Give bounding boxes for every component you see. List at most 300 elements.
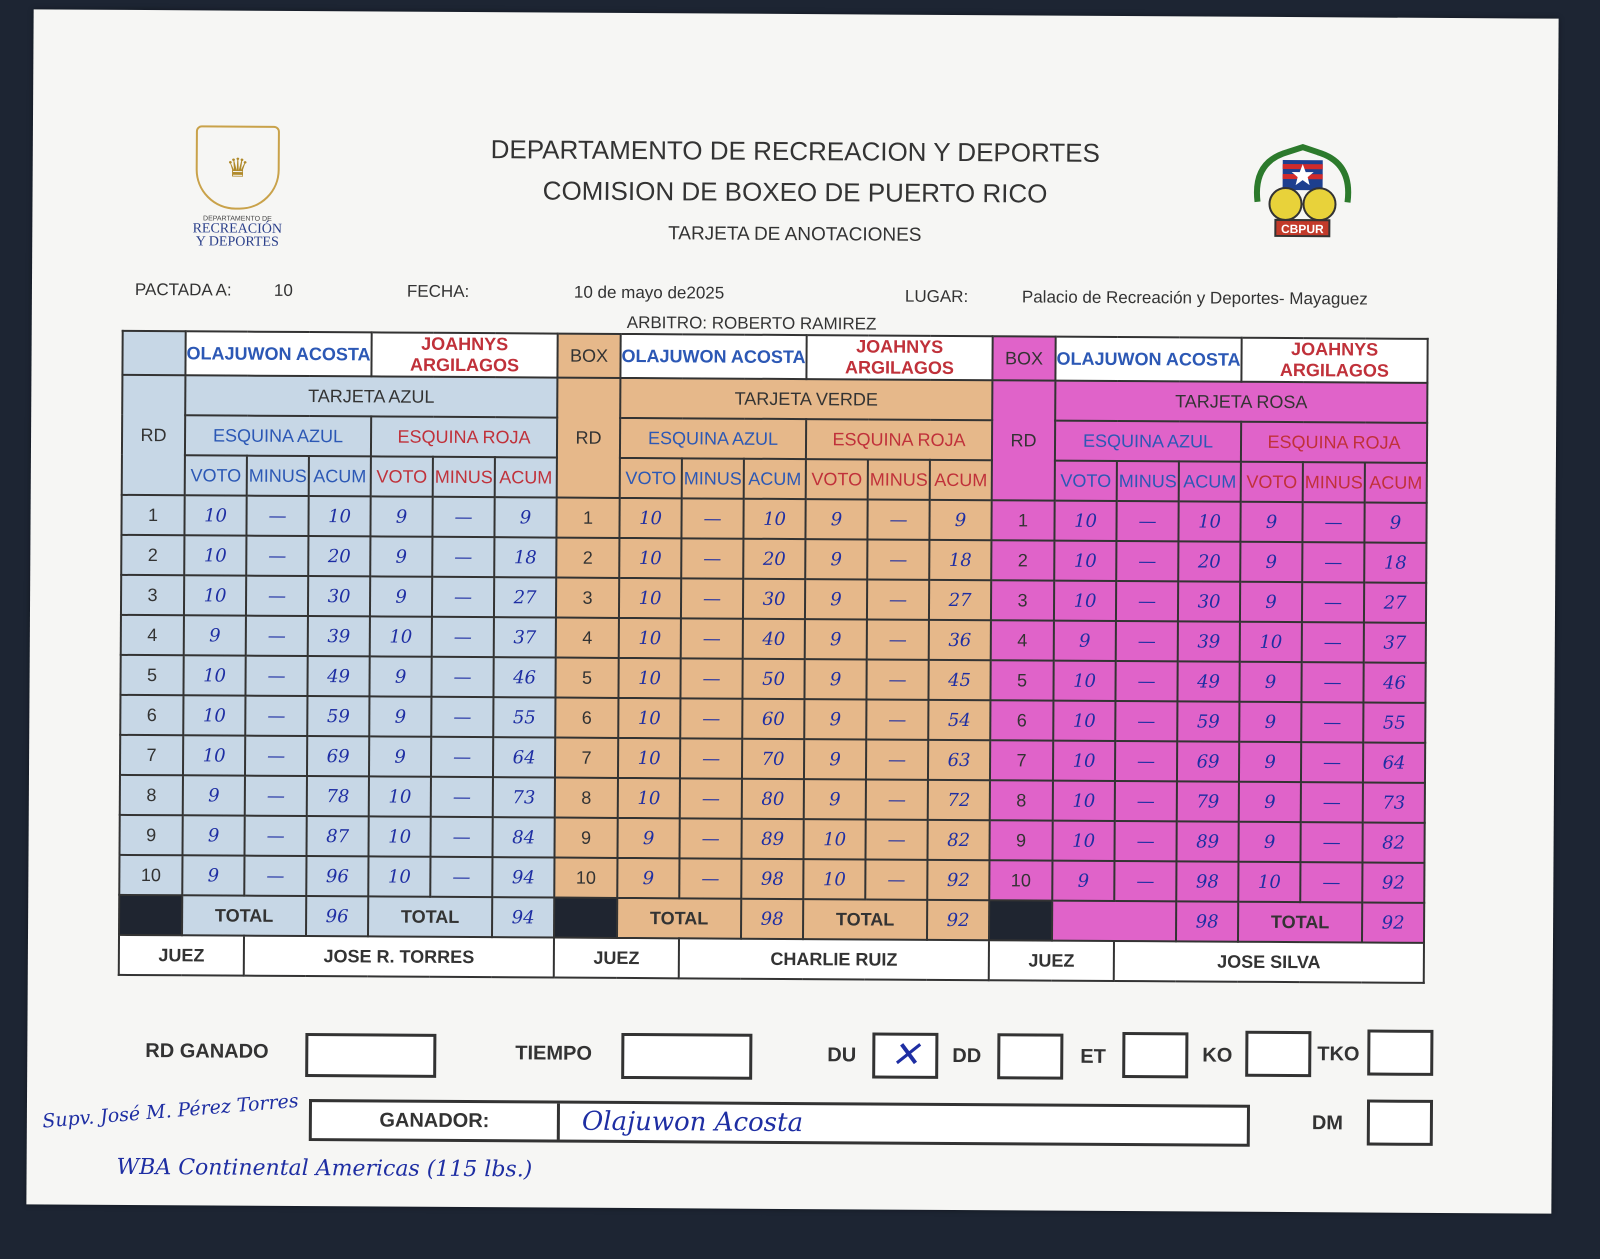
judge-name: JOSE R. TORRES xyxy=(244,936,554,978)
subhdr-blue-minus: MINUS xyxy=(247,456,309,496)
round-number: 3 xyxy=(121,575,184,615)
total-red: 94 xyxy=(492,897,554,937)
et-checkbox[interactable] xyxy=(1122,1032,1188,1078)
red-minus: — xyxy=(865,819,927,859)
round-number: 8 xyxy=(990,780,1053,820)
total-label-blue: TOTAL xyxy=(182,895,306,936)
tko-label: TKO xyxy=(1317,1043,1360,1066)
total-blank xyxy=(554,898,617,938)
red-voto: 9 xyxy=(1240,582,1302,622)
red-acum: 46 xyxy=(1363,662,1425,702)
red-acum: 55 xyxy=(1363,702,1425,742)
total-blue: 98 xyxy=(741,899,803,939)
title-note: WBA Continental Americas (115 lbs.) xyxy=(116,1154,533,1183)
red-voto: 10 xyxy=(368,816,430,856)
red-acum: 9 xyxy=(1364,502,1426,542)
fighter-blue-name: OLAJUWON ACOSTA xyxy=(620,334,806,379)
subhdr-red-minus: MINUS xyxy=(1303,462,1365,502)
blue-voto: 9 xyxy=(184,615,246,655)
red-acum: 73 xyxy=(1363,782,1425,822)
red-acum: 55 xyxy=(493,697,555,737)
blue-voto: 10 xyxy=(1052,821,1114,861)
blue-voto: 10 xyxy=(184,535,246,575)
dd-checkbox[interactable] xyxy=(997,1033,1063,1079)
fighter-names-row xyxy=(122,331,1427,383)
dm-label: DM xyxy=(1311,1112,1344,1135)
fighter-red-name: JOAHNYS ARGILAGOS xyxy=(806,335,992,380)
round-number: 10 xyxy=(989,860,1052,900)
score-table xyxy=(118,330,1429,984)
judge-label: JUEZ xyxy=(554,938,679,979)
red-acum: 18 xyxy=(929,540,991,580)
subhdr-blue-acum: ACUM xyxy=(1179,461,1241,501)
red-minus: — xyxy=(1302,582,1364,622)
blue-voto: 9 xyxy=(1052,861,1114,901)
du-label: DU xyxy=(827,1044,857,1067)
red-voto: 9 xyxy=(369,656,431,696)
red-voto: 9 xyxy=(804,699,866,739)
red-minus: — xyxy=(1302,622,1364,662)
subhdr-red-acum: ACUM xyxy=(930,460,992,500)
red-minus: — xyxy=(866,779,928,819)
red-minus: — xyxy=(432,617,494,657)
dd-label: DD xyxy=(952,1044,982,1068)
red-minus: — xyxy=(1301,782,1363,822)
lugar-label: LUGAR: xyxy=(904,286,969,307)
blue-minus: — xyxy=(245,696,307,736)
blue-acum: 20 xyxy=(1178,541,1240,581)
corner-red: ESQUINA ROJA xyxy=(806,419,992,460)
blue-voto: 9 xyxy=(182,855,244,895)
blue-minus: — xyxy=(680,778,742,818)
red-acum: 18 xyxy=(494,537,556,577)
subhdr-blue-voto: VOTO xyxy=(620,458,682,498)
red-minus: — xyxy=(867,499,929,539)
subhdr-red-voto: VOTO xyxy=(806,459,868,499)
blue-acum: 98 xyxy=(741,859,803,899)
red-minus: — xyxy=(866,659,928,699)
blue-acum: 59 xyxy=(1177,701,1239,741)
red-acum: 64 xyxy=(493,737,555,777)
total-red: 92 xyxy=(1362,902,1424,942)
red-voto: 10 xyxy=(368,856,430,896)
judge-name: JOSE SILVA xyxy=(1114,941,1424,983)
tko-checkbox[interactable] xyxy=(1367,1030,1433,1076)
logo-text-1: RECREACIÓN xyxy=(192,221,283,237)
red-voto: 9 xyxy=(805,579,867,619)
round-number: 6 xyxy=(555,698,618,738)
rd-ganado-box[interactable] xyxy=(305,1033,436,1078)
rd-ganado-label: RD GANADO xyxy=(145,1040,269,1063)
blue-acum: 10 xyxy=(743,499,805,539)
round-number: 1 xyxy=(121,495,184,535)
blue-acum: 10 xyxy=(1178,501,1240,541)
blue-minus: — xyxy=(246,496,308,536)
blue-minus: — xyxy=(246,536,308,576)
red-acum: 54 xyxy=(928,700,990,740)
subhdr-blue-voto: VOTO xyxy=(1055,461,1117,501)
red-minus: — xyxy=(1301,662,1363,702)
et-label: ET xyxy=(1080,1045,1106,1068)
red-voto: 10 xyxy=(803,859,865,899)
round-number: 4 xyxy=(121,615,184,655)
ko-label: KO xyxy=(1202,1044,1233,1067)
red-acum: 84 xyxy=(492,817,554,857)
red-voto: 10 xyxy=(370,616,432,656)
red-voto: 9 xyxy=(1239,742,1301,782)
total-blank xyxy=(989,900,1052,940)
fecha-label: FECHA: xyxy=(406,281,470,302)
red-voto: 9 xyxy=(1240,542,1302,582)
subhdr-blue-minus: MINUS xyxy=(682,458,744,498)
blue-voto: 10 xyxy=(1054,581,1116,621)
blue-minus: — xyxy=(245,656,307,696)
rd-header: RD xyxy=(122,375,186,495)
blue-acum: 69 xyxy=(1177,741,1239,781)
fighter-blue-name: OLAJUWON ACOSTA xyxy=(185,331,371,376)
blue-voto: 10 xyxy=(1053,741,1115,781)
total-blue: 98 xyxy=(1176,901,1238,941)
round-number: 1 xyxy=(556,498,619,538)
red-voto: 9 xyxy=(804,659,866,699)
red-voto: 9 xyxy=(370,536,432,576)
round-number: 5 xyxy=(555,658,618,698)
red-acum: 27 xyxy=(929,580,991,620)
red-minus: — xyxy=(1301,702,1363,742)
red-acum: 92 xyxy=(1362,862,1424,902)
subhdr-red-voto: VOTO xyxy=(1241,462,1303,502)
red-acum: 64 xyxy=(1363,742,1425,782)
blue-voto: 10 xyxy=(618,738,680,778)
red-acum: 72 xyxy=(928,780,990,820)
red-acum: 9 xyxy=(929,500,991,540)
round-number: 6 xyxy=(120,695,183,735)
corner-red: ESQUINA ROJA xyxy=(1241,422,1427,463)
red-minus: — xyxy=(430,817,492,857)
blue-minus: — xyxy=(1115,781,1177,821)
scorecard-sheet xyxy=(26,9,1558,1213)
red-acum: 18 xyxy=(1364,542,1426,582)
blue-acum: 49 xyxy=(1177,661,1239,701)
blue-voto: 10 xyxy=(1053,781,1115,821)
round-number: 5 xyxy=(120,655,183,695)
blue-voto: 10 xyxy=(183,655,245,695)
blue-minus: — xyxy=(679,818,741,858)
red-voto: 9 xyxy=(369,736,431,776)
blue-minus: — xyxy=(1116,541,1178,581)
blue-minus: — xyxy=(246,576,308,616)
subhdr-red-acum: ACUM xyxy=(1365,462,1427,502)
blue-acum: 39 xyxy=(1178,621,1240,661)
red-acum: 27 xyxy=(494,577,556,617)
blue-voto: 10 xyxy=(1053,661,1115,701)
red-minus: — xyxy=(432,497,494,537)
blue-minus: — xyxy=(681,498,743,538)
total-blue: 96 xyxy=(306,896,368,936)
red-voto: 10 xyxy=(369,776,431,816)
red-minus: — xyxy=(432,577,494,617)
red-minus: — xyxy=(431,737,493,777)
blue-minus: — xyxy=(244,816,306,856)
corner-blue: ESQUINA AZUL xyxy=(185,415,371,456)
red-acum: 92 xyxy=(927,860,989,900)
red-voto: 10 xyxy=(803,819,865,859)
red-voto: 9 xyxy=(370,576,432,616)
supervisor-signature: Supv. José M. Pérez Torres xyxy=(41,1089,300,1133)
blue-voto: 10 xyxy=(619,618,681,658)
red-acum: 37 xyxy=(1364,622,1426,662)
red-acum: 36 xyxy=(929,620,991,660)
red-voto: 9 xyxy=(1240,502,1302,542)
red-voto: 9 xyxy=(1238,822,1300,862)
blue-minus: — xyxy=(680,738,742,778)
round-number: 2 xyxy=(991,540,1054,580)
red-voto: 9 xyxy=(1239,662,1301,702)
subhdr-red-minus: MINUS xyxy=(868,459,930,499)
box-label: BOX xyxy=(992,336,1055,380)
header-line-2: COMISION DE BOXEO DE PUERTO RICO xyxy=(542,175,1048,209)
blue-voto: 9 xyxy=(1054,621,1116,661)
blue-acum: 87 xyxy=(306,816,368,856)
blue-voto: 10 xyxy=(619,578,681,618)
blue-acum: 40 xyxy=(743,619,805,659)
red-minus: — xyxy=(867,579,929,619)
rd-header: RD xyxy=(557,378,621,498)
total-label-red: TOTAL xyxy=(803,899,927,940)
red-acum: 82 xyxy=(927,820,989,860)
blue-acum: 20 xyxy=(743,539,805,579)
red-minus: — xyxy=(866,739,928,779)
red-minus: — xyxy=(432,537,494,577)
rd-header: RD xyxy=(992,380,1056,500)
blue-voto: 9 xyxy=(617,858,679,898)
red-minus: — xyxy=(1300,862,1362,902)
red-minus: — xyxy=(430,857,492,897)
blue-acum: 50 xyxy=(742,659,804,699)
blue-minus: — xyxy=(681,618,743,658)
blue-acum: 60 xyxy=(742,699,804,739)
logo-text-2: Y DEPORTES xyxy=(195,234,279,250)
red-acum: 46 xyxy=(493,657,555,697)
red-voto: 10 xyxy=(1240,622,1302,662)
red-acum: 45 xyxy=(928,660,990,700)
red-acum: 63 xyxy=(928,740,990,780)
round-number: 4 xyxy=(556,618,619,658)
red-acum: 37 xyxy=(494,617,556,657)
tiempo-label: TIEMPO xyxy=(515,1042,593,1065)
blue-voto: 9 xyxy=(183,775,245,815)
judge-label: JUEZ xyxy=(119,935,244,976)
blue-acum: 98 xyxy=(1176,861,1238,901)
blue-acum: 78 xyxy=(307,776,369,816)
ganador-value: Olajuwon Acosta xyxy=(581,1106,804,1139)
box-label: BOX xyxy=(557,334,620,378)
header-line-3: TARJETA DE ANOTACIONES xyxy=(668,223,922,246)
crown-crest-icon: ♛ xyxy=(195,125,280,210)
corner-blue: ESQUINA AZUL xyxy=(620,418,806,459)
fighter-red-name: JOAHNYS ARGILAGOS xyxy=(371,332,557,377)
blue-minus: — xyxy=(1114,861,1176,901)
blue-acum: 59 xyxy=(307,696,369,736)
fighter-red-name: JOAHNYS ARGILAGOS xyxy=(1241,338,1427,383)
blue-minus: — xyxy=(245,736,307,776)
blue-minus: — xyxy=(245,776,307,816)
round-number: 8 xyxy=(555,778,618,818)
blue-voto: 10 xyxy=(1054,541,1116,581)
red-voto: 9 xyxy=(370,496,432,536)
red-minus: — xyxy=(865,859,927,899)
blue-acum: 49 xyxy=(307,656,369,696)
blue-minus: — xyxy=(1114,821,1176,861)
blue-voto: 10 xyxy=(618,778,680,818)
subhdr-blue-acum: ACUM xyxy=(309,456,371,496)
round-number: 9 xyxy=(120,815,183,855)
round-number: 7 xyxy=(990,740,1053,780)
red-minus: — xyxy=(867,539,929,579)
card-title: TARJETA ROSA xyxy=(1055,381,1427,423)
red-acum: 9 xyxy=(494,497,556,537)
blue-acum: 89 xyxy=(741,819,803,859)
blue-acum: 20 xyxy=(308,536,370,576)
blue-acum: 70 xyxy=(742,739,804,779)
blue-voto: 10 xyxy=(619,498,681,538)
corner-blank xyxy=(122,331,185,375)
round-number: 2 xyxy=(121,535,184,575)
total-label-red: TOTAL xyxy=(368,896,492,937)
total-label-red: TOTAL xyxy=(1238,902,1362,943)
lugar-value: Palacio de Recreación y Deportes- Mayaguez xyxy=(1021,287,1368,309)
blue-minus: — xyxy=(681,578,743,618)
ganador-field[interactable] xyxy=(309,1099,1250,1147)
round-number: 9 xyxy=(554,818,617,858)
total-blank-blue xyxy=(1052,901,1176,942)
blue-minus: — xyxy=(681,538,743,578)
round-number: 7 xyxy=(120,735,183,775)
red-minus: — xyxy=(866,699,928,739)
red-minus: — xyxy=(1301,742,1363,782)
red-voto: 9 xyxy=(804,739,866,779)
round-number: 1 xyxy=(991,500,1054,540)
round-number: 9 xyxy=(989,820,1052,860)
red-acum: 94 xyxy=(492,857,554,897)
total-label-blue: TOTAL xyxy=(617,898,741,939)
blue-acum: 30 xyxy=(743,579,805,619)
blue-acum: 96 xyxy=(306,856,368,896)
blue-minus: — xyxy=(1116,501,1178,541)
blue-minus: — xyxy=(1115,701,1177,741)
round-number: 4 xyxy=(991,620,1054,660)
red-voto: 9 xyxy=(805,539,867,579)
blue-acum: 79 xyxy=(1177,781,1239,821)
round-number: 7 xyxy=(555,738,618,778)
blue-minus: — xyxy=(246,616,308,656)
red-voto: 9 xyxy=(804,779,866,819)
red-acum: 82 xyxy=(1362,822,1424,862)
blue-voto: 10 xyxy=(184,575,246,615)
blue-voto: 10 xyxy=(184,495,246,535)
blue-minus: — xyxy=(680,698,742,738)
ganador-label: GANADOR: xyxy=(312,1102,560,1140)
arbitro: ARBITRO: ROBERTO RAMIREZ xyxy=(626,312,877,334)
blue-acum: 30 xyxy=(308,576,370,616)
red-voto: 10 xyxy=(1238,862,1300,902)
blue-voto: 9 xyxy=(182,815,244,855)
pactada-value: 10 xyxy=(273,280,293,300)
ko-checkbox[interactable] xyxy=(1245,1031,1311,1077)
blue-acum: 80 xyxy=(742,779,804,819)
red-voto: 9 xyxy=(805,619,867,659)
round-number: 2 xyxy=(556,538,619,578)
red-voto: 9 xyxy=(805,499,867,539)
blue-minus: — xyxy=(1116,621,1178,661)
red-voto: 9 xyxy=(369,696,431,736)
blue-voto: 9 xyxy=(617,818,679,858)
subhdr-red-acum: ACUM xyxy=(495,457,557,497)
round-number: 6 xyxy=(990,700,1053,740)
fighter-blue-name: OLAJUWON ACOSTA xyxy=(1055,337,1241,382)
round-number: 5 xyxy=(990,660,1053,700)
red-acum: 27 xyxy=(1364,582,1426,622)
judge-row xyxy=(119,935,1424,983)
red-acum: 73 xyxy=(493,777,555,817)
blue-minus: — xyxy=(244,856,306,896)
tiempo-box[interactable] xyxy=(621,1033,752,1080)
blue-acum: 10 xyxy=(308,496,370,536)
red-minus: — xyxy=(1302,542,1364,582)
corner-red: ESQUINA ROJA xyxy=(371,416,557,457)
blue-minus: — xyxy=(1115,741,1177,781)
blue-voto: 10 xyxy=(618,698,680,738)
blue-voto: 10 xyxy=(1053,701,1115,741)
header-line-1: DEPARTAMENTO DE RECREACION Y DEPORTES xyxy=(490,134,1101,168)
total-blank xyxy=(119,895,182,935)
card-title: TARJETA VERDE xyxy=(620,378,992,420)
subhdr-blue-voto: VOTO xyxy=(185,455,247,495)
round-number: 10 xyxy=(554,858,617,898)
blue-acum: 30 xyxy=(1178,581,1240,621)
round-number: 3 xyxy=(556,578,619,618)
red-voto: 9 xyxy=(1239,782,1301,822)
corner-blue: ESQUINA AZUL xyxy=(1055,421,1241,462)
blue-acum: 39 xyxy=(308,616,370,656)
round-number: 10 xyxy=(119,855,182,895)
judge-name: CHARLIE RUIZ xyxy=(679,938,989,980)
round-number: 3 xyxy=(991,580,1054,620)
blue-voto: 10 xyxy=(1054,501,1116,541)
fecha-value: 10 de mayo de2025 xyxy=(573,282,725,303)
pactada-label: PACTADA A: xyxy=(134,279,232,300)
subhdr-blue-minus: MINUS xyxy=(1117,461,1179,501)
red-minus: — xyxy=(867,619,929,659)
blue-voto: 10 xyxy=(619,538,681,578)
red-minus: — xyxy=(431,777,493,817)
blue-voto: 10 xyxy=(618,658,680,698)
blue-acum: 69 xyxy=(307,736,369,776)
blue-minus: — xyxy=(679,858,741,898)
red-minus: — xyxy=(1302,502,1364,542)
du-checkbox[interactable]: ✕ xyxy=(872,1032,938,1078)
round-number: 8 xyxy=(120,775,183,815)
blue-minus: — xyxy=(1116,581,1178,621)
dm-checkbox[interactable] xyxy=(1367,1100,1433,1146)
logo-small-text: DEPARTAMENTO DE xyxy=(203,215,272,223)
red-minus: — xyxy=(1300,822,1362,862)
blue-minus: — xyxy=(1115,661,1177,701)
cbpur-label: CBPUR xyxy=(1280,221,1324,237)
subhdr-red-minus: MINUS xyxy=(433,457,495,497)
blue-acum: 89 xyxy=(1176,821,1238,861)
subhdr-red-voto: VOTO xyxy=(371,456,433,496)
